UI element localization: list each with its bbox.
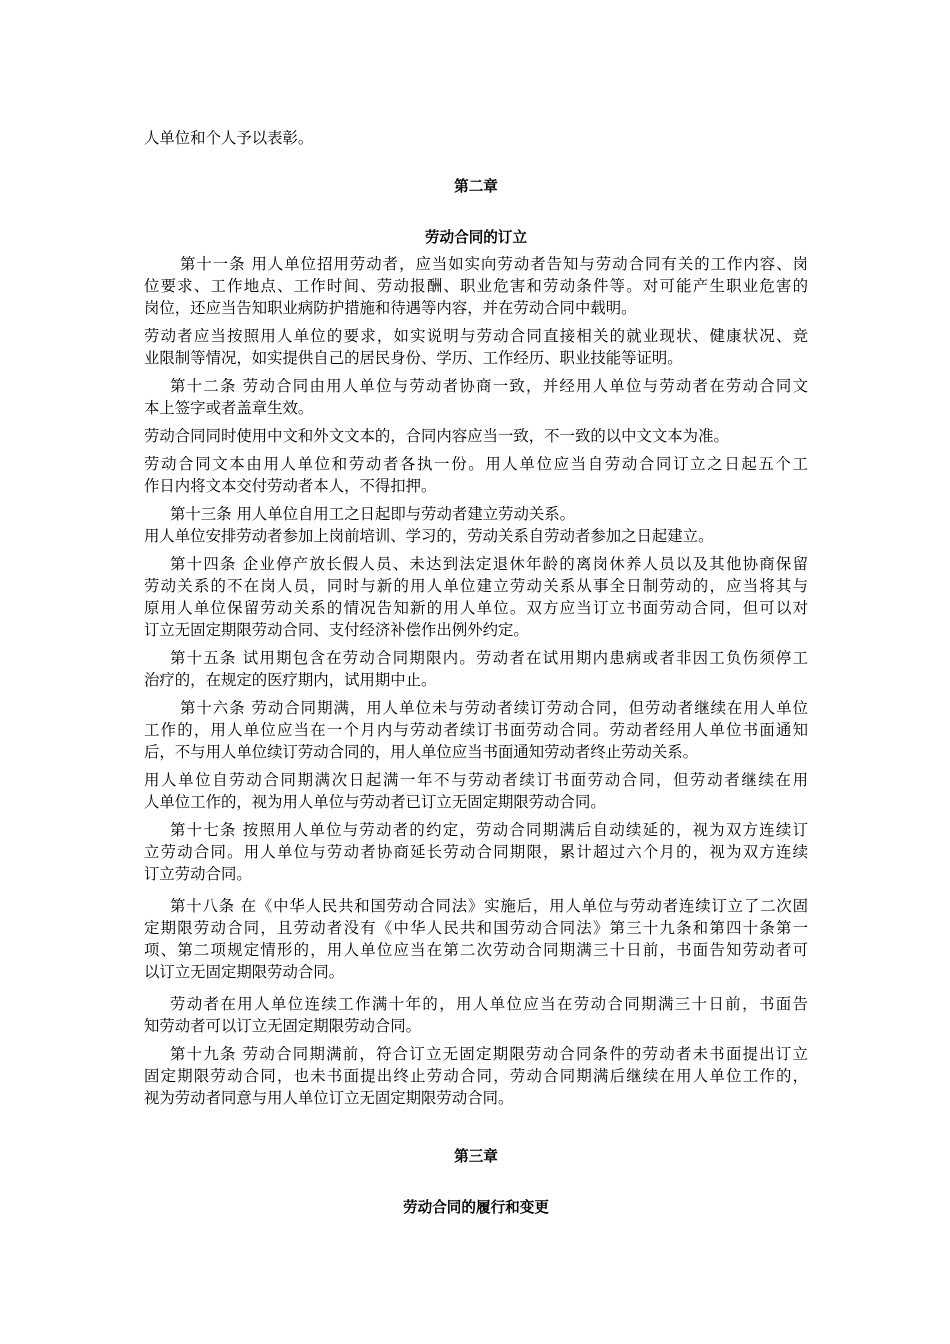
body-line: 视为劳动者同意与用人单位订立无固定期限劳动合同。 — [144, 1089, 514, 1107]
body-line: 订立劳动合同。 — [144, 865, 252, 883]
body-line: 后，不与用人单位续订劳动合同的，用人单位应当书面通知劳动者终止劳动关系。 — [144, 743, 699, 761]
body-line: 劳动者应当按照用人单位的要求，如实说明与劳动合同直接相关的就业现状、健康状况、竞 — [144, 327, 808, 345]
body-line: 劳动者在用人单位连续工作满十年的，用人单位应当在劳动合同期满三十日前，书面告 — [170, 995, 808, 1013]
body-line: 劳动合同同时使用中文和外文文本的，合同内容应当一致，不一致的以中文文本为准。 — [144, 427, 729, 445]
body-line: 定期限劳动合同，且劳动者没有《中华人民共和国劳动合同法》第三十九条和第四十条第一 — [144, 919, 808, 937]
body-line: 立劳动合同。用人单位与劳动者协商延长劳动合同期限，累计超过六个月的，视为双方连续 — [144, 843, 808, 861]
article-13-line: 第十三条 用人单位自用工之日起即与劳动者建立劳动关系。 — [170, 505, 576, 523]
article-12-line: 第十二条 劳动合同由用人单位与劳动者协商一致，并经用人单位与劳动者在劳动合同文 — [170, 377, 808, 395]
body-line: 位要求、工作地点、工作时间、劳动报酬、职业危害和劳动条件等。对可能产生职业危害的 — [144, 277, 808, 295]
article-18-line: 第十八条 在《中华人民共和国劳动合同法》实施后，用人单位与劳动者连续订立了二次固 — [170, 897, 808, 915]
body-line: 用人单位安排劳动者参加上岗前培训、学习的，劳动关系自劳动者参加之日起建立。 — [144, 527, 714, 545]
chapter-title-heading: 劳动合同的履行和变更 — [403, 1199, 549, 1216]
body-line: 固定期限劳动合同，也未书面提出终止劳动合同，劳动合同期满后继续在用人单位工作的， — [144, 1067, 808, 1085]
chapter-number-heading: 第三章 — [454, 1148, 498, 1165]
article-14-line: 第十四条 企业停产放长假人员、未达到法定退休年龄的离岗休养人员以及其他协商保留 — [170, 555, 808, 573]
article-11-line: 第十一条 用人单位招用劳动者，应当如实向劳动者告知与劳动合同有关的工作内容、岗 — [180, 255, 808, 273]
article-15-line: 第十五条 试用期包含在劳动合同期限内。劳动者在试用期内患病或者非因工负伤须停工 — [170, 649, 808, 667]
body-line: 业限制等情况，如实提供自己的居民身份、学历、工作经历、职业技能等证明。 — [144, 349, 683, 367]
body-line: 知劳动者可以订立无固定期限劳动合同。 — [144, 1017, 422, 1035]
article-17-line: 第十七条 按照用人单位与劳动者的约定，劳动合同期满后自动续延的，视为双方连续订 — [170, 821, 808, 839]
body-line: 治疗的，在规定的医疗期内，试用期中止。 — [144, 671, 437, 689]
body-line: 以订立无固定期限劳动合同。 — [144, 963, 345, 981]
body-line: 劳动合同文本由用人单位和劳动者各执一份。用人单位应当自劳动合同订立之日起五个工 — [144, 455, 808, 473]
chapter-title-heading: 劳动合同的订立 — [424, 229, 528, 246]
chapter-number-heading: 第二章 — [454, 178, 498, 195]
body-line: 劳动关系的不在岗人员，同时与新的用人单位建立劳动关系从事全日制劳动的，应当将其与 — [144, 577, 808, 595]
article-19-line: 第十九条 劳动合同期满前，符合订立无固定期限劳动合同条件的劳动者未书面提出订立 — [170, 1045, 808, 1063]
body-line: 工作的，用人单位应当在一个月内与劳动者续订书面劳动合同。劳动者经用人单位书面通知 — [144, 721, 808, 739]
body-line: 岗位，还应当告知职业病防护措施和待遇等内容，并在劳动合同中载明。 — [144, 299, 637, 317]
body-line: 人单位和个人予以表彰。 — [144, 129, 314, 147]
article-16-line: 第十六条 劳动合同期满，用人单位未与劳动者续订劳动合同，但劳动者继续在用人单位 — [180, 699, 808, 717]
body-line: 用人单位自劳动合同期满次日起满一年不与劳动者续订书面劳动合同，但劳动者继续在用 — [144, 771, 808, 789]
body-line: 项、第二项规定情形的，用人单位应当在第二次劳动合同期满三十日前，书面告知劳动者可 — [144, 941, 808, 959]
body-line: 作日内将文本交付劳动者本人，不得扣押。 — [144, 477, 437, 495]
body-line: 原用人单位保留劳动关系的情况告知新的用人单位。双方应当订立书面劳动合同，但可以对 — [144, 599, 808, 617]
body-line: 本上签字或者盖章生效。 — [144, 399, 314, 417]
body-line: 人单位工作的，视为用人单位与劳动者已订立无固定期限劳动合同。 — [144, 793, 606, 811]
body-line: 订立无固定期限劳动合同、支付经济补偿作出例外约定。 — [144, 621, 529, 639]
